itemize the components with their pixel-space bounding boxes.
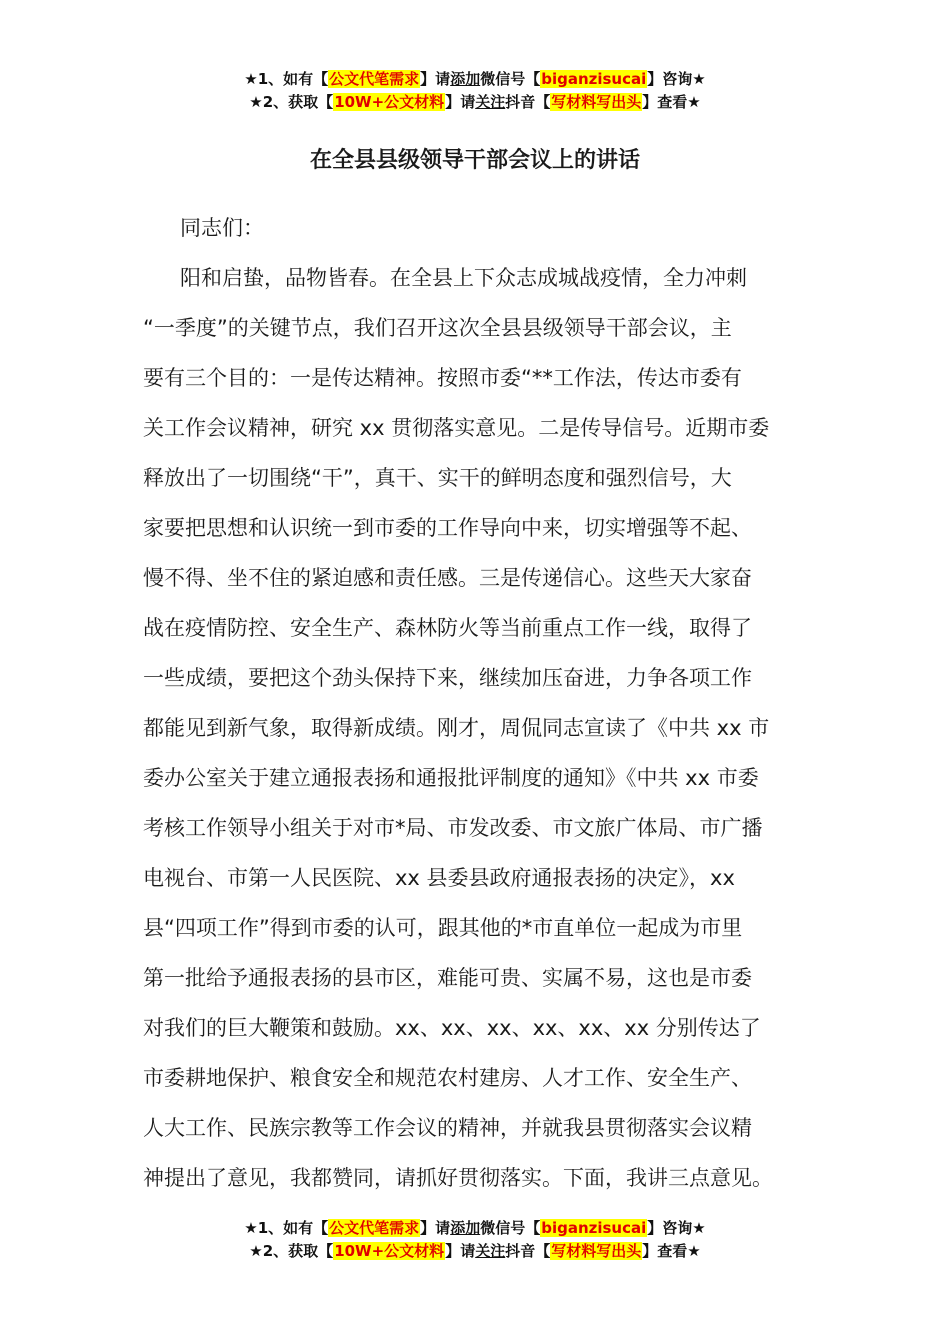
banner-text: 】查看★ [642,1242,701,1260]
document-title: 在全县县级领导干部会议上的讲话 [309,148,640,173]
paragraph-line: 关工作会议精神，研究 xx 贯彻落实意见。二是传导信号。近期市委 [143,416,770,440]
greeting: 同志们： [180,216,264,240]
banner-highlight: 10W+公文材料 [334,93,445,111]
banner-text: 微信号【 [480,70,541,88]
banner-highlight: 公文代笔需求 [329,1219,420,1237]
paragraph-line: 考核工作领导小组关于对市*局、市发改委、市文旅广体局、市广播 [143,816,763,840]
banner-text: 】请 [445,93,476,111]
paragraph-line: 慢不得、坐不住的紧迫感和责任感。三是传递信心。这些天大家奋 [143,566,752,590]
paragraph-line: 第一批给予通报表扬的县市区，难能可贵、实属不易，这也是市委 [143,966,752,990]
paragraph-line: 战在疫情防控、安全生产、森林防火等当前重点工作一线，取得了 [143,616,752,640]
paragraph-line: 人大工作、民族宗教等工作会议的精神，并就我县贯彻落实会议精 [143,1116,752,1140]
banner-text: 微信号【 [480,1219,541,1237]
banner-text: 】咨询★ [647,70,706,88]
banner-underline: 关注 [475,1242,506,1260]
banner-text: 】查看★ [642,93,701,111]
banner-text: 】请 [420,70,451,88]
body-paragraph [143,258,808,1208]
banner-highlight: 写材料写出头 [551,1242,642,1260]
banner-text: ★2、获取【 [249,93,334,111]
banner-highlight: 公文代笔需求 [329,70,420,88]
banner-line-2 [0,91,950,114]
banner-text: 】请 [445,1242,476,1260]
paragraph-line: 县“四项工作”得到市委的认可，跟其他的*市直单位一起成为市里 [143,916,743,940]
banner-text: ★1、如有【 [244,1219,329,1237]
banner-underline: 添加 [450,1219,481,1237]
banner-line-1 [0,68,950,91]
banner-highlight: biganzisucai [541,1219,647,1237]
paragraph-line: 对我们的巨大鞭策和鼓励。xx、xx、xx、xx、xx、xx 分别传达了 [143,1016,761,1040]
paragraph-line: 阳和启蛰，品物皆春。在全县上下众志成城战疫情，全力冲刺 [180,266,747,290]
paragraph-line: 神提出了意见，我都赞同，请抓好贯彻落实。下面，我讲三点意见。 [143,1166,773,1190]
banner-underline: 关注 [475,93,506,111]
paragraph-line: 委办公室关于建立通报表扬和通报批评制度的通知》《中共 xx 市委 [143,766,759,790]
paragraph-line: 一些成绩，要把这个劲头保持下来，继续加压奋进，力争各项工作 [143,666,752,690]
banner-line-1 [0,1217,950,1240]
bottom-banner [0,1217,950,1263]
paragraph-line: 家要把思想和认识统一到市委的工作导向中来，切实增强等不起、 [143,516,752,540]
banner-text: ★2、获取【 [249,1242,334,1260]
banner-text: 抖音【 [505,1242,551,1260]
banner-highlight: 写材料写出头 [551,93,642,111]
banner-text: 】咨询★ [647,1219,706,1237]
banner-text: 抖音【 [505,93,551,111]
paragraph-line: 释放出了一切围绕“干”，真干、实干的鲜明态度和强烈信号，大 [143,466,732,490]
paragraph-line: 电视台、市第一人民医院、xx 县委县政府通报表扬的决定》，xx [143,866,735,890]
paragraph-line: “一季度”的关键节点，我们召开这次全县县级领导干部会议，主 [143,316,732,340]
paragraph-line: 都能见到新气象，取得新成绩。刚才，周侃同志宣读了《中共 xx 市 [143,716,770,740]
banner-text: ★1、如有【 [244,70,329,88]
top-banner [0,68,950,114]
banner-highlight: 10W+公文材料 [334,1242,445,1260]
banner-underline: 添加 [450,70,481,88]
banner-line-2 [0,1240,950,1263]
banner-text: 】请 [420,1219,451,1237]
paragraph-line: 要有三个目的：一是传达精神。按照市委“**工作法，传达市委有 [143,366,742,390]
banner-highlight: biganzisucai [541,70,647,88]
paragraph-line: 市委耕地保护、粮食安全和规范农村建房、人才工作、安全生产、 [143,1066,752,1090]
